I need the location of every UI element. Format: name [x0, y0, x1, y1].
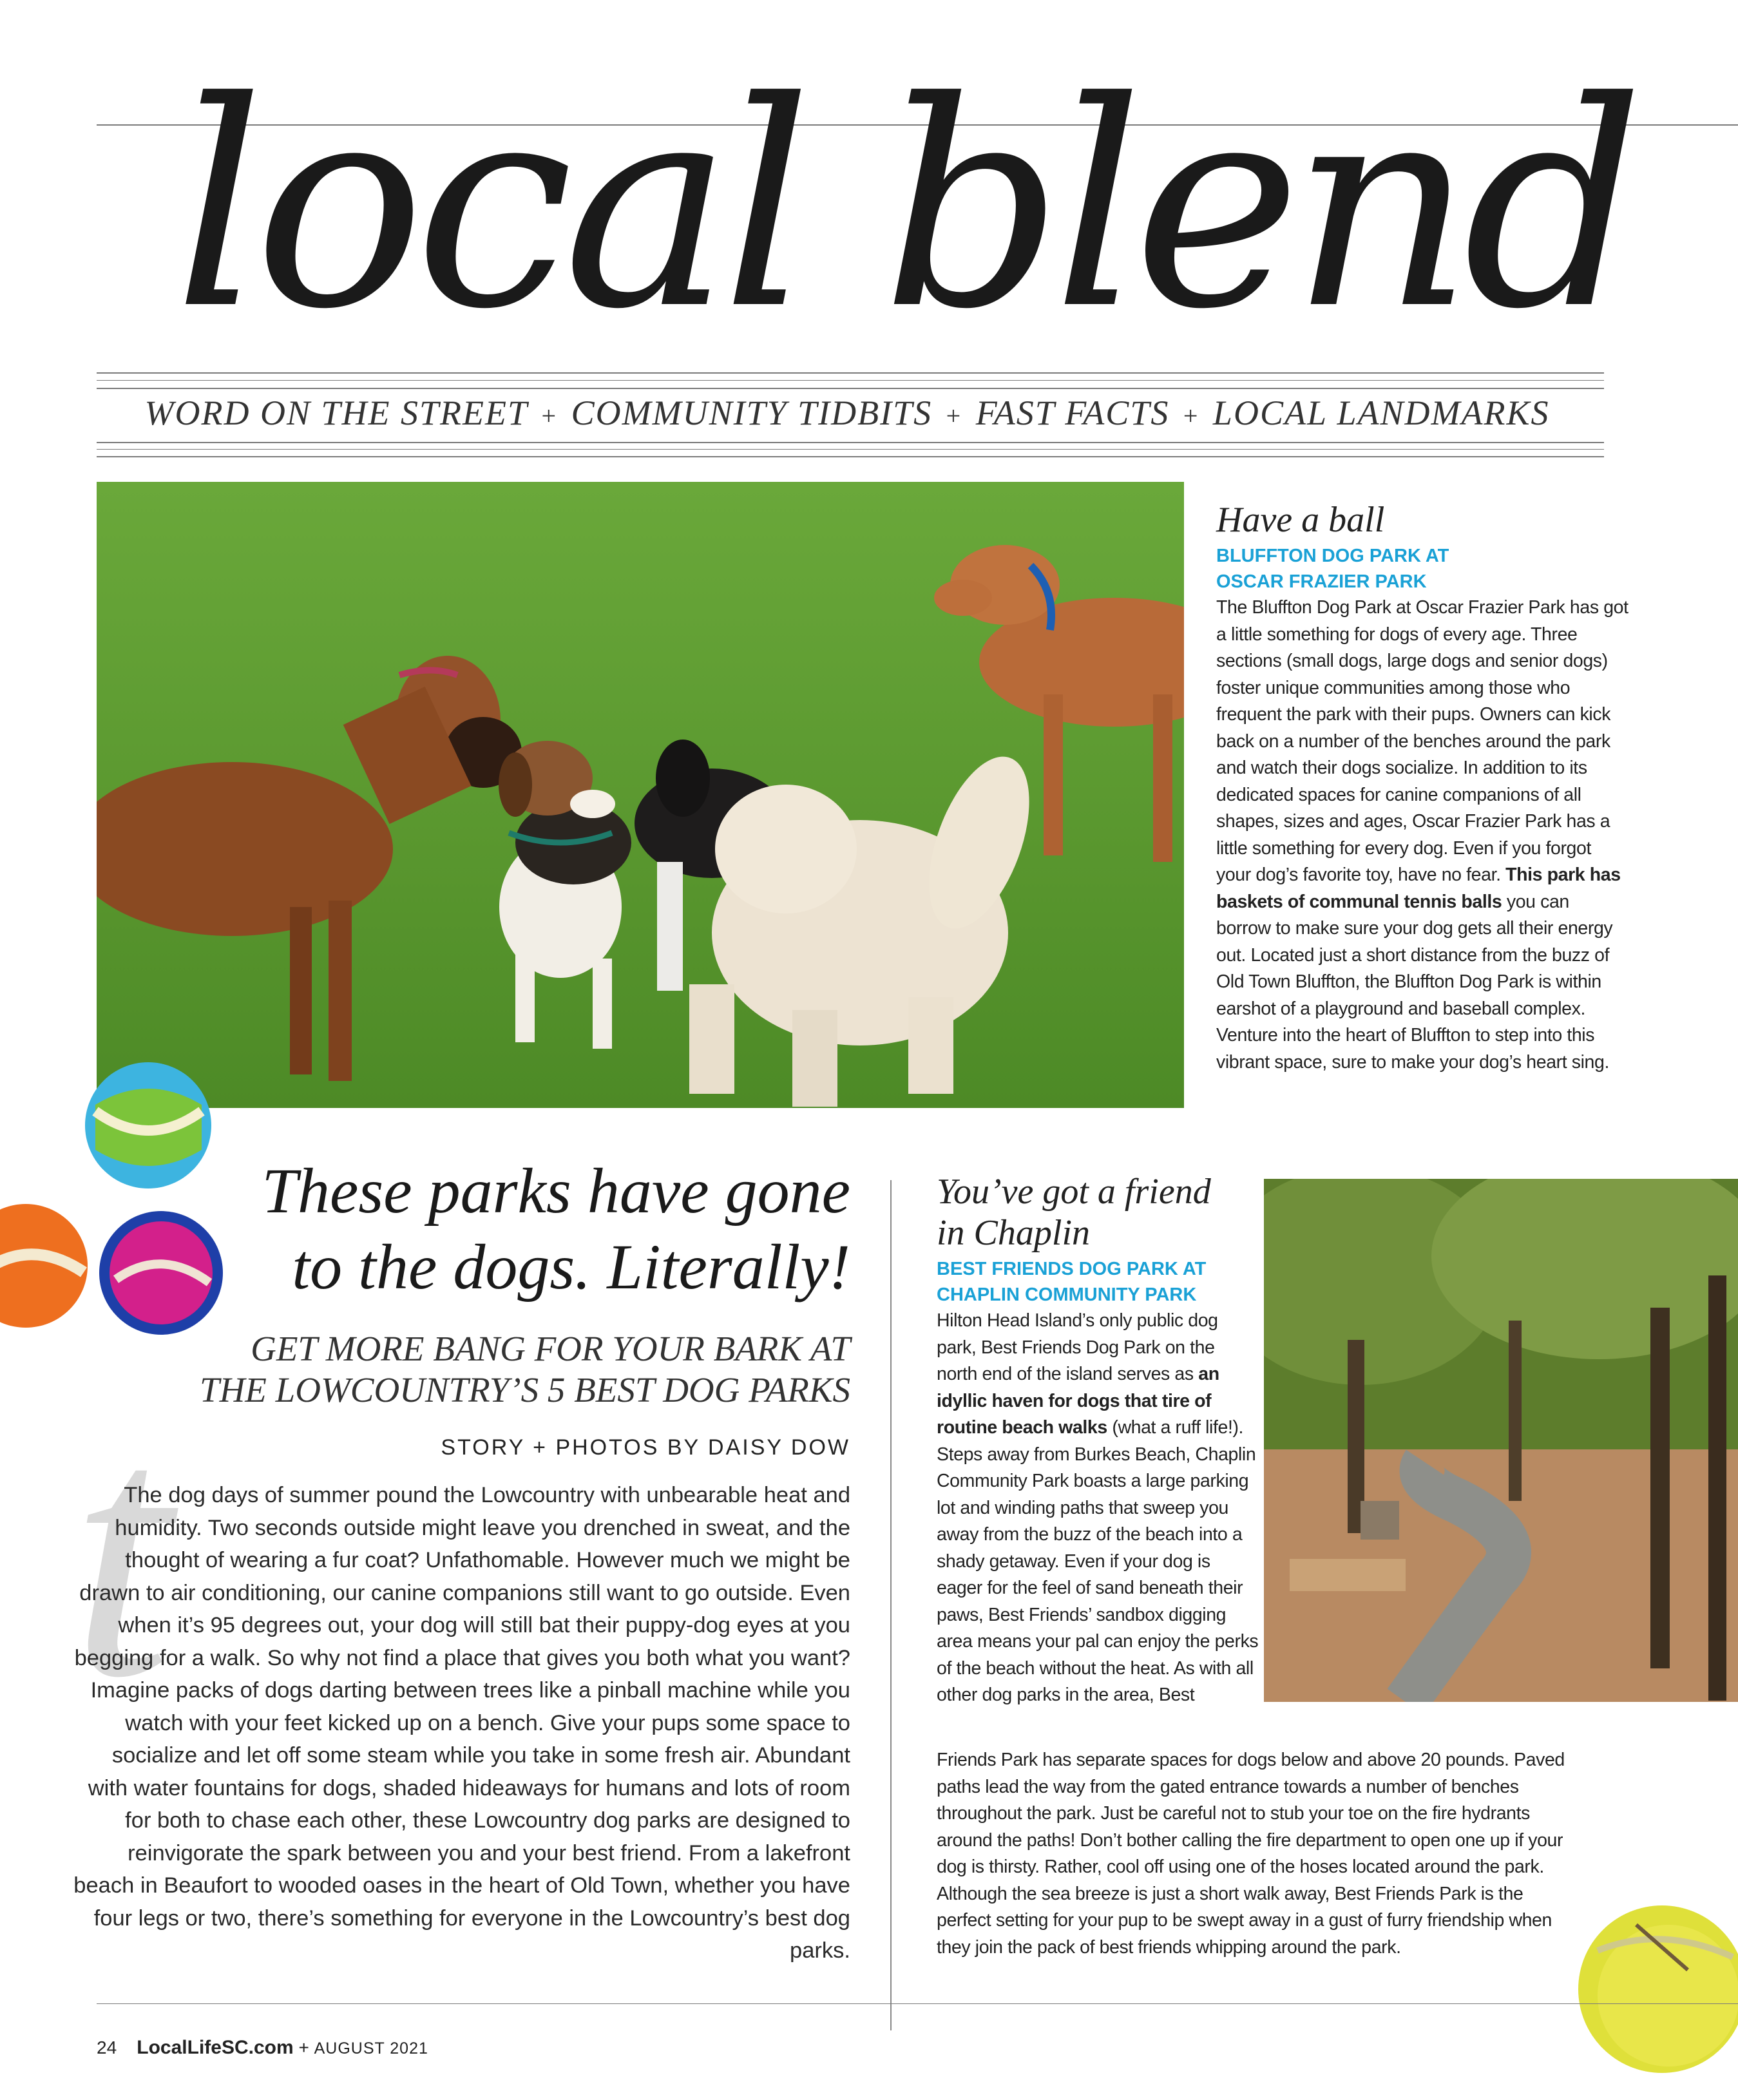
- subtitle-rule-1: [97, 442, 1604, 443]
- section-heading: Have a ball: [1216, 500, 1385, 540]
- section-heading: [937, 1171, 1259, 1254]
- section-subheading: [937, 1256, 1259, 1308]
- masthead-rule-1: [97, 372, 1604, 374]
- subtitle-item: FAST FACTS: [975, 394, 1170, 432]
- footer-separator: +: [298, 2038, 309, 2057]
- subtitle-rule-2: [97, 449, 1604, 450]
- subtitle-separator: +: [541, 401, 558, 430]
- section-body: [1216, 595, 1628, 1076]
- body-text: The Bluffton Dog Park at Oscar Frazier Park has got a little something for dogs of every age. Three sections (small dogs, large dogs and senior dogs) foster unique communities among those who frequent the park with their pups. Owners can kick back on a number of the benches around the park and watch their dogs socialize. In addition to its dedicated spaces for canine companions of all shapes, sizes and ages, Oscar Frazier Park has a little something for every dog. Even if you forgot your dog’s favorite toy, have no fear.: [1216, 597, 1628, 885]
- body-text: Hilton Head Island’s only public dog park, Best Friends Dog Park on the north end of the island serves as: [937, 1310, 1218, 1384]
- heading-line: in Chaplin: [937, 1213, 1091, 1253]
- headline-line: These parks have gone: [262, 1155, 850, 1227]
- subtitle-item: COMMUNITY TIDBITS: [571, 394, 933, 432]
- body-bold-text: This park has baskets of communal tennis balls: [1216, 864, 1621, 912]
- footer-site: LocalLifeSC.com: [137, 2037, 294, 2058]
- tennis-ball-icon: [1572, 1899, 1738, 2073]
- subheading-line: BEST FRIENDS DOG PARK AT: [937, 1259, 1207, 1279]
- dog-park-photo: [97, 482, 1184, 1108]
- heading-line: You’ve got a friend: [937, 1172, 1211, 1212]
- subtitle-separator: +: [1183, 401, 1199, 430]
- chaplin-park-photo-art: [1264, 1179, 1738, 1702]
- dog-park-photo-art: [97, 482, 1184, 1108]
- section-subheading: [1216, 543, 1628, 595]
- column-divider: [890, 1180, 892, 2030]
- tennis-ball-icon: [0, 1201, 90, 1330]
- headline-line: to the dogs. Literally!: [292, 1231, 850, 1303]
- subheading-line: BLUFFTON DOG PARK AT: [1216, 546, 1449, 566]
- section-subtitle: [97, 393, 1598, 433]
- drop-cap: t: [71, 1353, 171, 1752]
- article-deck: [45, 1328, 850, 1411]
- body-bold-text: an idyllic haven for dogs that tire of routine beach walks: [937, 1364, 1219, 1438]
- deck-line: THE LOWCOUNTRY’S 5 BEST DOG PARKS: [199, 1370, 850, 1409]
- subheading-line: CHAPLIN COMMUNITY PARK: [937, 1284, 1197, 1305]
- body-text: you can borrow to make sure your dog gets all their energy out. Located just a short distance from the buzz of Old Town Bluffton, the Bluffton Dog Park is within earshot of a playground and baseball complex. Venture into the heart of Bluffton to step into this vibrant space, sure to make your dog’s heart sing.: [1216, 891, 1613, 1073]
- chaplin-park-photo: [1264, 1179, 1738, 1702]
- section-chaplin-continued: Friends Park has separate spaces for dogs below and above 20 pounds. Paved paths lead the way from the gated entrance towards a number of benches throughout the park. Just be careful not to stub your toe on the fire hydrants around the paths! Don’t bother calling the fire department to open one up if your dog is thirsty. Rather, cool off using one of the hoses located around the park. Although the sea breeze is just a short walk away, Best Friends Park is the perfect setting for your pup to be swept away in a gust of furry friendship when they join the pack of best friends whipping around the park.: [937, 1750, 1565, 1958]
- section-body: [937, 1308, 1259, 1709]
- section-chaplin: [937, 1171, 1259, 1709]
- section-have-a-ball: [1216, 499, 1628, 1076]
- subtitle-item: LOCAL LANDMARKS: [1212, 394, 1550, 432]
- subtitle-rule-3: [97, 456, 1604, 457]
- subheading-line: OSCAR FRAZIER PARK: [1216, 571, 1427, 592]
- deck-line: GET MORE BANG FOR YOUR BARK AT: [251, 1329, 850, 1368]
- article-body: The dog days of summer pound the Lowcountry with unbearable heat and humidity. Two seconds outside might leave you drenched in sweat, and the thought of wearing a fur coat? Unfathomable. However much we might be drawn to air conditioning, our canine companions still want to go outside. Even when it’s 95 degrees out, your dog will still bat their puppy-dog eyes at you begging for a walk. So why not find a place that gives you both what you want? Imagine packs of dogs darting between trees like a pinball machine while you watch with your feet kicked up on a bench. Give your pups some space to socialize and let off some steam while you take in some fresh air. Abundant with water fountains for dogs, shaded hideaways for humans and lots of room for both to chase each other, these Lowcountry dog parks are designed to reinvigorate the spark between you and your best friend. From a lakefront beach in Beaufort to wooded oases in the heart of Old Town, whether you have four legs or two, there’s something for everyone in the Lowcountry’s best dog parks.: [73, 1483, 850, 1963]
- subtitle-item: WORD ON THE STREET: [144, 394, 528, 432]
- masthead-rule-3: [97, 388, 1604, 389]
- subtitle-separator: +: [946, 401, 962, 430]
- page-footer: [97, 2037, 428, 2059]
- masthead-title: local blend: [174, 41, 1634, 371]
- article-headline: [142, 1153, 850, 1305]
- body-text: (what a ruff life!). Steps away from Burkes Beach, Chaplin Community Park boasts a large parking lot and winding paths that sweep you away from the buzz of the beach into a shady getaway. Even if your dog is eager for the feel of sand beneath their paws, Best Friends’ sandbox digging area means your pal can enjoy the perks of the beach without the heat. As with all other dog parks in the area, Best: [937, 1417, 1259, 1705]
- article-byline: STORY + PHOTOS BY DAISY DOW: [441, 1435, 850, 1460]
- masthead-rule-2: [97, 380, 1604, 381]
- footer-issue: AUGUST 2021: [314, 2039, 428, 2057]
- footer-rule: [97, 2003, 1738, 2004]
- page-number: 24: [97, 2038, 117, 2057]
